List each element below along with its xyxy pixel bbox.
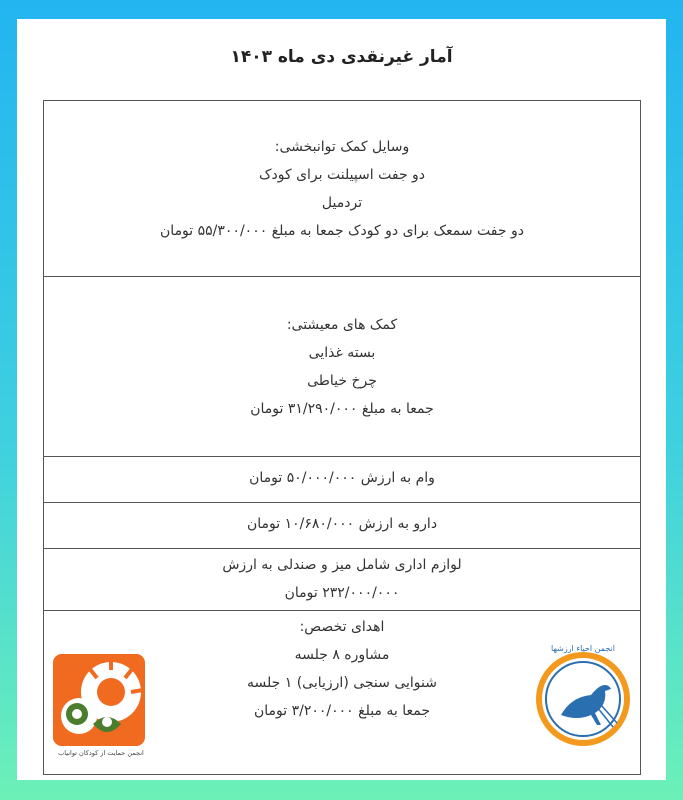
page-title: آمار غیرنقدی دی ماه ۱۴۰۳: [230, 47, 453, 67]
row-line: جمعا به مبلغ ۳۱/۲۹۰/۰۰۰ تومان: [250, 401, 434, 417]
row-line: چرخ خیاطی: [307, 373, 377, 389]
row-line: شنوایی سنجی (ارزیابی) ۱ جلسه: [247, 675, 437, 691]
row-line: دو جفت اسپیلنت برای کودک: [258, 167, 426, 183]
table-row-office-supplies: [44, 549, 640, 611]
row-line: لوازم اداری شامل میز و صندلی به ارزش: [222, 557, 462, 573]
logo-caption: انجمن حمایت از کودکان توانیاب: [58, 749, 144, 757]
bird-emblem-icon: [527, 639, 639, 751]
row-line: جمعا به مبلغ ۳/۲۰۰/۰۰۰ تومان: [253, 703, 431, 719]
table-row-medicine: [44, 503, 640, 549]
row-line: کمک های معیشتی:: [286, 317, 398, 333]
table-row-rehab-aids: [44, 101, 640, 277]
row-line: اهدای تخصص:: [299, 619, 385, 635]
row-line: دو جفت سمعک برای دو کودک جمعا به مبلغ ۵۵/۳۰۰/۰۰۰ تومان: [160, 223, 524, 239]
row-line: وسایل کمک توانبخشی:: [274, 139, 410, 155]
child-support-logo-icon: [53, 654, 145, 746]
child-support-association-logo: [53, 654, 145, 746]
row-line: بسته غذایی: [308, 345, 376, 361]
row-line: مشاوره ۸ جلسه: [294, 647, 390, 663]
document-page: [17, 19, 666, 780]
row-line: ۲۳۲/۰۰۰/۰۰۰ تومان: [284, 585, 400, 601]
logo-arc-text: انجمن احیاء ارزشها: [551, 644, 615, 653]
table-row-living-aid: [44, 277, 640, 457]
row-line: وام به ارزش ۵۰/۰۰۰/۰۰۰ تومان: [249, 470, 435, 486]
revival-of-values-logo: [527, 639, 639, 751]
table-row-loan: [44, 457, 640, 503]
row-line: تردمیل: [321, 195, 363, 211]
row-line: دارو به ارزش ۱۰/۶۸۰/۰۰۰ تومان: [246, 516, 438, 532]
